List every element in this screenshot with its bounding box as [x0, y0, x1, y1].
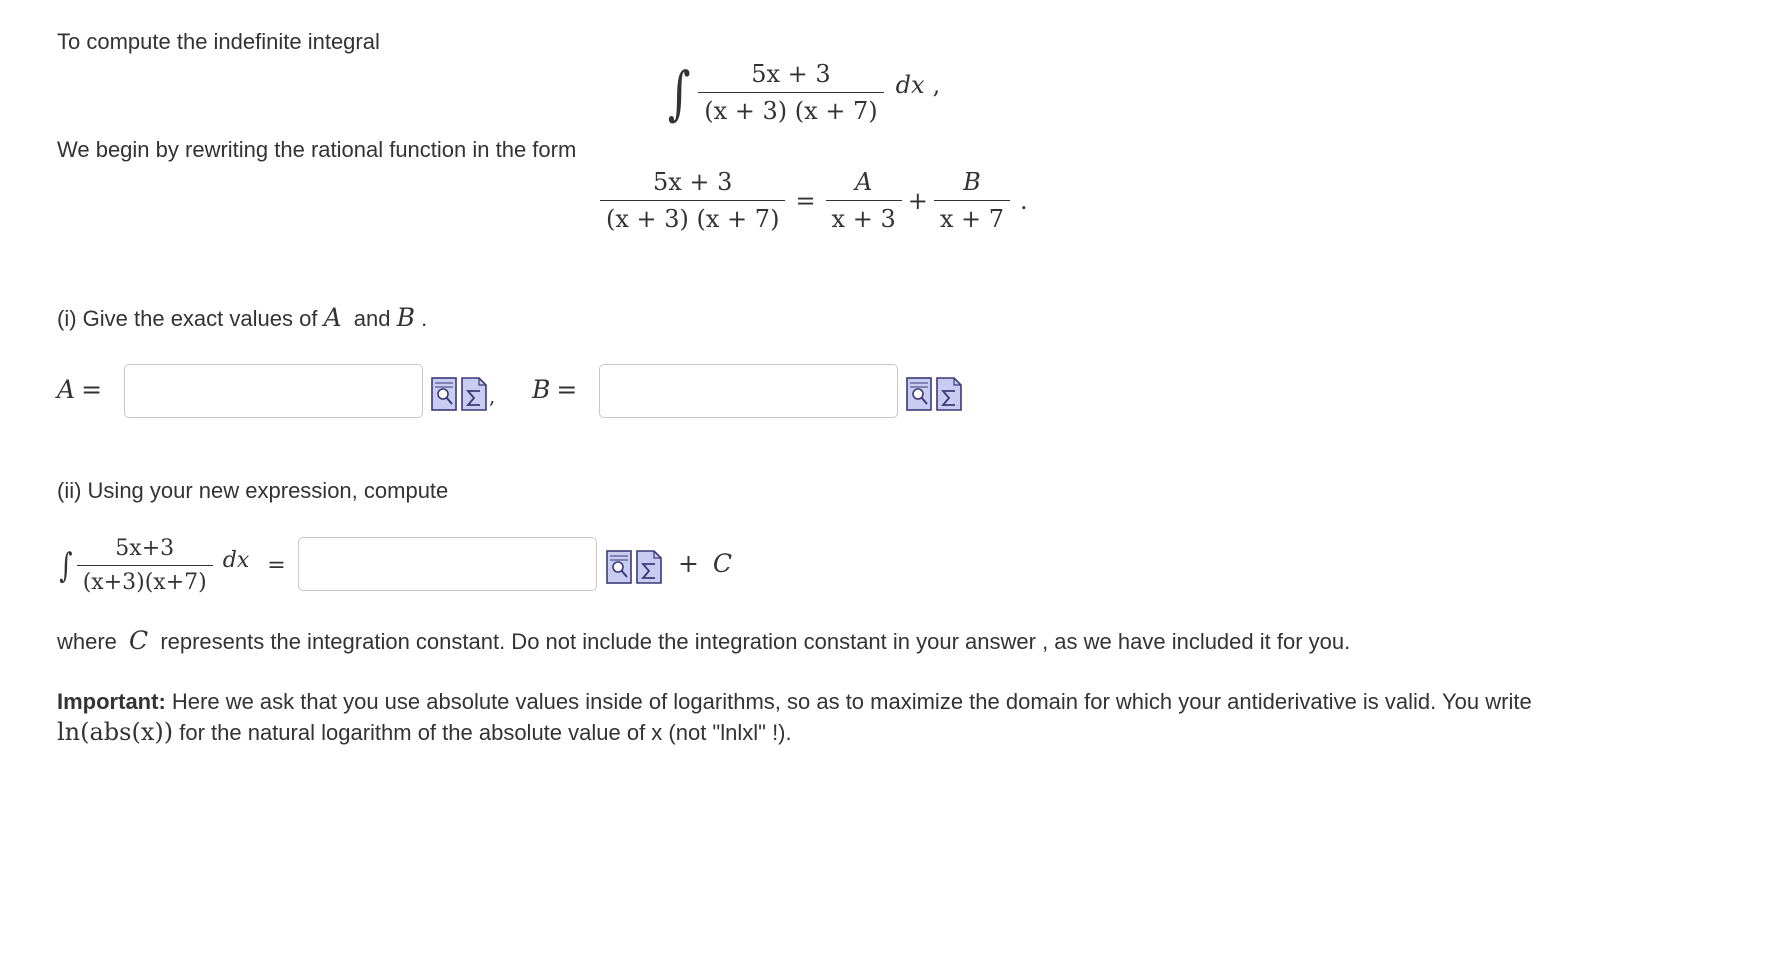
answer-integrand-numerator: 5x+3	[115, 536, 175, 561]
term-a-numerator: A	[854, 168, 873, 196]
answer-b-label: B	[532, 375, 551, 404]
decomposition-equals: =	[795, 186, 816, 215]
answer-b-label-group	[532, 375, 577, 405]
answer-integral-differential: dx	[222, 548, 250, 573]
answer-a-tools	[431, 377, 487, 411]
small-integral-sign: ∫	[59, 545, 73, 586]
sigma-equation-editor-icon[interactable]	[461, 377, 487, 411]
constant-note-after: represents the integration constant. Do not include the integration constant in your answer , as we have included it for you.	[160, 629, 1351, 654]
term-b-denominator: x + 7	[934, 200, 1010, 233]
integrand-numerator: 5x + 3	[751, 60, 831, 88]
plus-constant	[678, 549, 732, 579]
constant-note-before: where	[57, 629, 117, 654]
decomposition-term-b	[934, 168, 1010, 233]
constant-note	[57, 627, 1350, 656]
sigma-equation-editor-icon[interactable]	[636, 550, 662, 584]
answer-a-input[interactable]	[124, 364, 423, 418]
plus-sign: +	[678, 549, 699, 578]
decomposition-lhs	[600, 168, 785, 233]
preview-magnifier-icon[interactable]	[431, 377, 457, 411]
answer-integral-tools	[606, 550, 662, 584]
answer-integral-expression	[57, 536, 286, 595]
integrand-fraction	[698, 60, 883, 125]
important-label: Important:	[57, 689, 166, 714]
rewrite-text: We begin by rewriting the rational function in the form	[57, 137, 577, 162]
preview-magnifier-icon[interactable]	[906, 377, 932, 411]
decomposition-lhs-numerator: 5x + 3	[652, 168, 733, 196]
answer-b-input[interactable]	[599, 364, 898, 418]
part-ii-prompt: (ii) Using your new expression, compute	[57, 478, 449, 503]
important-text-1: Here we ask that you use absolute values inside of logarithms, so as to maximize the domain for which your antiderivative is valid. You write	[171, 689, 1532, 714]
constant-note-var: C	[129, 626, 149, 655]
answer-a-label-group	[57, 375, 102, 405]
constant-c: C	[712, 549, 733, 578]
answer-integral-equals: =	[267, 553, 286, 578]
integral-expression	[664, 60, 940, 125]
important-note	[57, 687, 1737, 748]
answer-integrand-denominator: (x+3)(x+7)	[77, 565, 213, 595]
important-text-2: for the natural logarithm of the absolute value of x (not "lnlxl" !).	[179, 720, 792, 745]
integral-differential: dx	[895, 70, 925, 99]
part-i-and: and	[353, 306, 391, 331]
decomposition-plus: +	[907, 186, 928, 215]
integral-sign: ∫	[667, 58, 691, 127]
answer-a-label: A	[57, 375, 76, 404]
answer-b-tools	[906, 377, 962, 411]
sigma-equation-editor-icon[interactable]	[936, 377, 962, 411]
part-i-var-a: A	[323, 303, 342, 332]
term-a-denominator: x + 3	[826, 200, 902, 233]
answer-integral-input[interactable]	[298, 537, 597, 591]
decomposition-term-a	[826, 168, 902, 233]
part-i-var-b: B	[396, 303, 415, 332]
important-math: ln(abs(x))	[57, 718, 174, 746]
preview-magnifier-icon[interactable]	[606, 550, 632, 584]
integrand-denominator: (x + 3) (x + 7)	[698, 92, 883, 125]
decomposition-equation	[600, 168, 1028, 233]
part-i-period: .	[421, 306, 428, 331]
part-i-text: (i) Give the exact values of	[57, 306, 318, 331]
decomposition-period: .	[1020, 186, 1028, 215]
answer-b-equals: =	[556, 375, 578, 404]
intro-text: To compute the indefinite integral	[57, 29, 380, 54]
answer-a-separator: ,	[489, 384, 496, 408]
answer-integrand-fraction	[77, 536, 213, 595]
decomposition-lhs-denominator: (x + 3) (x + 7)	[600, 200, 785, 233]
integral-comma: ,	[932, 70, 941, 99]
answer-a-equals: =	[81, 375, 103, 404]
part-i-prompt	[57, 304, 427, 333]
term-b-numerator: B	[963, 168, 981, 196]
